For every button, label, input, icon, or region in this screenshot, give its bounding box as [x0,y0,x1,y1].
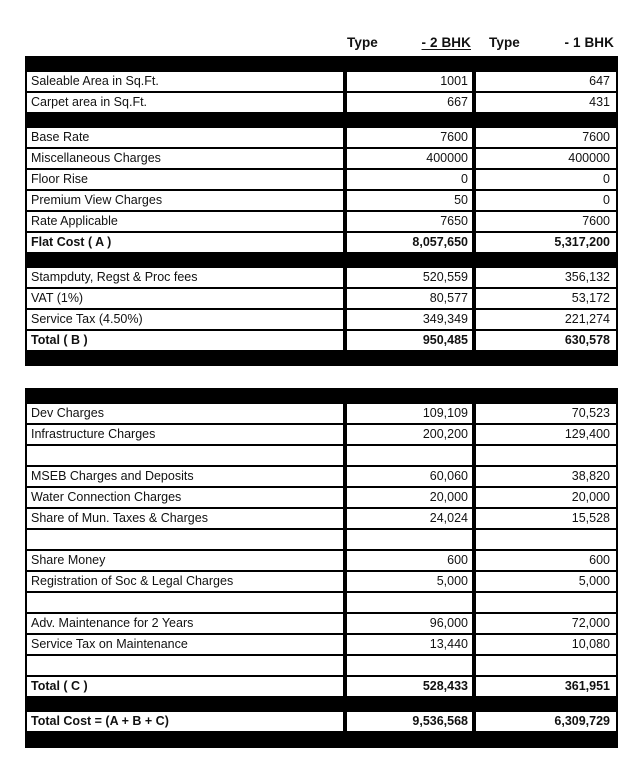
row-value-2bhk-cell: 50 [345,190,474,211]
row-value-2bhk-cell: 24,024 [345,508,474,529]
row-value-1bhk-cell: 7600 [474,127,617,148]
row-label-cell: VAT (1%) [26,288,345,309]
row-label-cell: Flat Cost ( A ) [26,232,345,253]
section-divider-band [26,351,617,365]
row-value-2bhk-cell: 7650 [345,211,474,232]
row-value-1bhk-cell: 0 [474,190,617,211]
section-divider-band [26,389,617,403]
row-value-2bhk-cell: 80,577 [345,288,474,309]
row-value-2bhk-cell: 20,000 [345,487,474,508]
row-value-1bhk-cell: 53,172 [474,288,617,309]
row-value-1bhk-cell: 38,820 [474,466,617,487]
table-row [26,508,617,529]
table-row [26,169,617,190]
row-value-1bhk-cell: 431 [474,92,617,113]
row-label-cell: Floor Rise [26,169,345,190]
header-column-1bhk [475,35,618,50]
table-row [26,424,617,445]
row-label-cell: Saleable Area in Sq.Ft. [26,71,345,92]
row-value-2bhk-cell: 0 [345,169,474,190]
section-divider-band [26,697,617,711]
row-value-1bhk-cell [474,529,617,550]
table-row [26,403,617,424]
table-flat-cost [25,56,618,366]
row-label-cell: Share of Mun. Taxes & Charges [26,508,345,529]
table-row [26,655,617,676]
row-value-1bhk-cell [474,655,617,676]
table-row [26,571,617,592]
table-row [26,267,617,288]
table-other-charges [25,388,618,748]
row-value-2bhk-cell: 60,060 [345,466,474,487]
row-value-2bhk-cell: 109,109 [345,403,474,424]
row-value-1bhk-cell: 10,080 [474,634,617,655]
table-row [26,613,617,634]
row-value-1bhk-cell: 129,400 [474,424,617,445]
row-value-2bhk-cell [345,592,474,613]
column-headers [25,26,618,50]
row-label-cell: Registration of Soc & Legal Charges [26,571,345,592]
row-label-cell [26,445,345,466]
row-label-cell [26,529,345,550]
row-value-1bhk-cell: 221,274 [474,309,617,330]
row-value-2bhk-cell: 1001 [345,71,474,92]
row-label-cell: MSEB Charges and Deposits [26,466,345,487]
table-row [26,487,617,508]
row-label-cell: Premium View Charges [26,190,345,211]
table-row [26,309,617,330]
row-label-cell: Base Rate [26,127,345,148]
row-value-1bhk-cell: 5,317,200 [474,232,617,253]
row-value-2bhk-cell [345,655,474,676]
header-type-label-2: Type [489,35,520,50]
row-label-cell: Total ( C ) [26,676,345,697]
row-label-cell: Rate Applicable [26,211,345,232]
row-label-cell: Service Tax on Maintenance [26,634,345,655]
row-value-2bhk-cell: 520,559 [345,267,474,288]
row-value-1bhk-cell: 5,000 [474,571,617,592]
row-label-cell: Total ( B ) [26,330,345,351]
row-value-1bhk-cell: 15,528 [474,508,617,529]
section-divider-band [26,732,617,747]
row-label-cell: Share Money [26,550,345,571]
table-row [26,71,617,92]
row-value-2bhk-cell: 5,000 [345,571,474,592]
row-value-2bhk-cell: 349,349 [345,309,474,330]
row-label-cell: Carpet area in Sq.Ft. [26,92,345,113]
row-value-1bhk-cell: 647 [474,71,617,92]
table-row [26,592,617,613]
row-value-1bhk-cell: 356,132 [474,267,617,288]
row-value-2bhk-cell [345,529,474,550]
row-value-1bhk-cell: 600 [474,550,617,571]
header-value-2bhk: - 2 BHK [421,35,471,50]
table-row [26,190,617,211]
row-value-2bhk-cell: 400000 [345,148,474,169]
table-row-total [26,330,617,351]
header-value-1bhk: - 1 BHK [564,35,614,50]
table-row-total [26,711,617,732]
row-label-cell: Service Tax (4.50%) [26,309,345,330]
row-label-cell: Stampduty, Regst & Proc fees [26,267,345,288]
row-value-1bhk-cell: 400000 [474,148,617,169]
row-label-cell [26,592,345,613]
row-value-1bhk-cell [474,592,617,613]
table-row [26,529,617,550]
table-row [26,211,617,232]
row-value-2bhk-cell: 9,536,568 [345,711,474,732]
table-row [26,466,617,487]
table-row [26,634,617,655]
table-row [26,92,617,113]
row-value-2bhk-cell: 950,485 [345,330,474,351]
row-value-2bhk-cell: 200,200 [345,424,474,445]
table-row [26,550,617,571]
row-value-2bhk-cell: 667 [345,92,474,113]
row-value-2bhk-cell: 8,057,650 [345,232,474,253]
row-value-2bhk-cell [345,445,474,466]
table-row-total [26,676,617,697]
section-divider-band [26,113,617,127]
row-value-1bhk-cell: 361,951 [474,676,617,697]
table-separator-gap [0,374,629,388]
section-divider-band [26,57,617,71]
row-value-1bhk-cell: 0 [474,169,617,190]
row-label-cell: Total Cost = (A + B + C) [26,711,345,732]
section-divider-band [26,253,617,267]
row-label-cell: Dev Charges [26,403,345,424]
table-row [26,445,617,466]
table-row-total [26,232,617,253]
row-label-cell [26,655,345,676]
row-value-1bhk-cell: 72,000 [474,613,617,634]
row-label-cell: Miscellaneous Charges [26,148,345,169]
row-value-1bhk-cell: 6,309,729 [474,711,617,732]
table-row [26,148,617,169]
row-label-cell: Adv. Maintenance for 2 Years [26,613,345,634]
row-value-2bhk-cell: 13,440 [345,634,474,655]
row-label-cell: Infrastructure Charges [26,424,345,445]
header-type-label-1: Type [347,35,378,50]
header-column-2bhk [345,35,475,50]
row-value-1bhk-cell [474,445,617,466]
table-row [26,288,617,309]
row-value-1bhk-cell: 7600 [474,211,617,232]
row-value-1bhk-cell: 20,000 [474,487,617,508]
row-value-1bhk-cell: 630,578 [474,330,617,351]
row-value-2bhk-cell: 600 [345,550,474,571]
row-value-2bhk-cell: 7600 [345,127,474,148]
row-label-cell: Water Connection Charges [26,487,345,508]
row-value-2bhk-cell: 528,433 [345,676,474,697]
table-row [26,127,617,148]
row-value-1bhk-cell: 70,523 [474,403,617,424]
row-value-2bhk-cell: 96,000 [345,613,474,634]
